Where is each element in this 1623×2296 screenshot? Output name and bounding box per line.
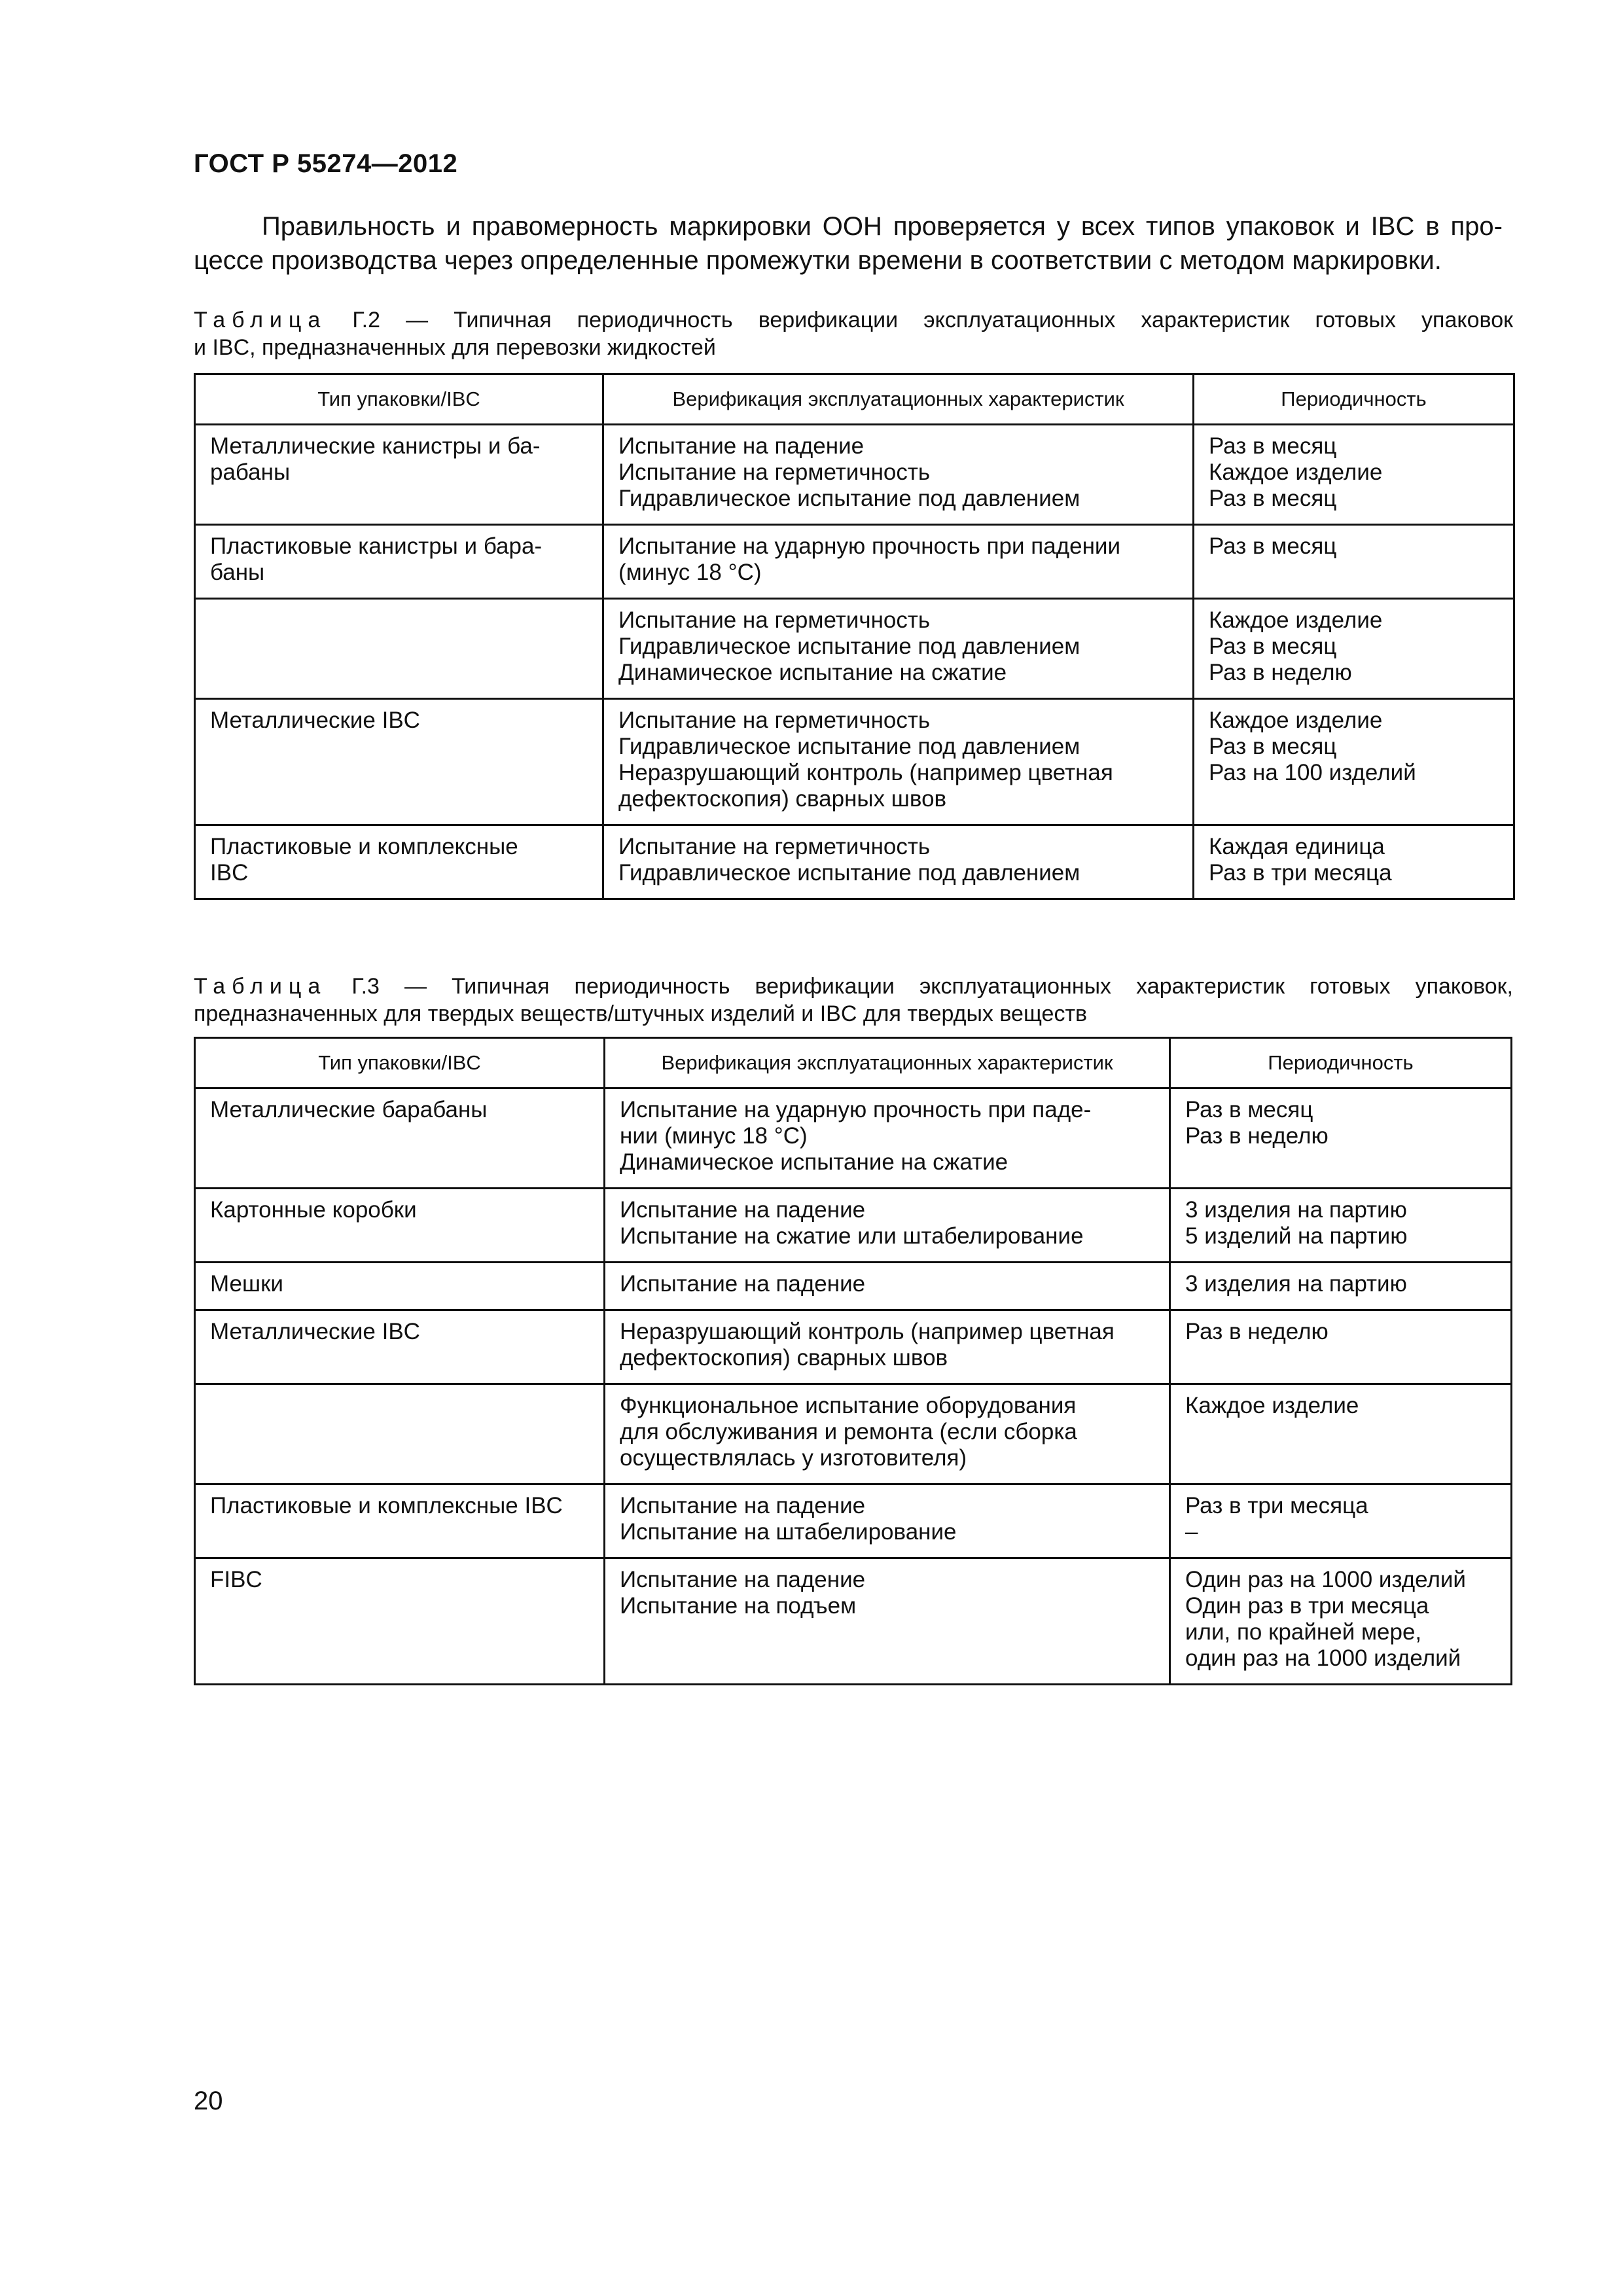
- periodicity-cell: [1170, 1263, 1512, 1310]
- cell-text-line: Раз в месяц: [1209, 486, 1337, 511]
- cell-text-line: Гидравлическое испытание под давлением: [618, 486, 1080, 511]
- package-type-cell: [195, 1384, 605, 1484]
- verification-cell: [605, 1263, 1170, 1310]
- cell-text-line: FIBC: [210, 1567, 262, 1592]
- table3-caption: [194, 973, 1513, 1028]
- cell-text-line: Испытание на ударную прочность при падении: [618, 533, 1121, 559]
- column-header-periodicity: Периодичность: [1194, 374, 1514, 425]
- periodicity-cell: [1194, 525, 1514, 599]
- cell-text-line: Испытание на падение: [620, 1493, 866, 1518]
- cell-text-line: Раз в неделю: [1209, 660, 1352, 685]
- intro-paragraph: [194, 209, 1503, 278]
- column-header-type: Тип упаковки/IBC: [195, 374, 603, 425]
- cell-text-line: дефектоскопия) сварных швов: [620, 1345, 948, 1371]
- cell-text-line: Динамическое испытание на сжатие: [620, 1149, 1008, 1175]
- package-type-cell: [195, 1088, 605, 1189]
- cell-text-line: Раз в три месяца: [1185, 1493, 1368, 1518]
- verification-cell: [605, 1484, 1170, 1558]
- verification-cell: [605, 1310, 1170, 1384]
- verification-cell: [603, 525, 1194, 599]
- cell-text-line: 3 изделия на партию: [1185, 1197, 1407, 1223]
- periodicity-cell: [1170, 1088, 1512, 1189]
- table2-caption: [194, 306, 1513, 361]
- cell-text-line: Пластиковые канистры и бара-: [210, 533, 543, 559]
- package-type-cell: [195, 825, 603, 899]
- cell-text-line: Раз на 100 изделий: [1209, 760, 1416, 785]
- cell-text-line: Один раз на 1000 изделий: [1185, 1567, 1466, 1592]
- cell-text-line: Гидравлическое испытание под давлением: [618, 860, 1080, 886]
- verification-cell: [605, 1558, 1170, 1685]
- cell-text-line: для обслуживания и ремонта (если сборка: [620, 1419, 1077, 1444]
- cell-text-line: Испытание на герметичность: [618, 834, 931, 859]
- cell-text-line: Гидравлическое испытание под давлением: [618, 734, 1080, 759]
- cell-text-line: Раз в неделю: [1185, 1123, 1329, 1149]
- table-row: [195, 525, 1514, 599]
- table3-caption-line2: предназначенных для твердых веществ/штучных изделий и IBC для твердых веществ: [194, 1001, 1088, 1026]
- periodicity-cell: [1194, 599, 1514, 699]
- table2: [194, 373, 1515, 900]
- cell-text-line: IBC: [210, 860, 249, 886]
- cell-text-line: Неразрушающий контроль (например цветная: [618, 760, 1113, 785]
- cell-text-line: Металлические барабаны: [210, 1097, 488, 1122]
- periodicity-cell: [1194, 699, 1514, 825]
- cell-text-line: Испытание на сжатие или штабелирование: [620, 1223, 1084, 1249]
- cell-text-line: Испытание на падение: [620, 1271, 866, 1297]
- cell-text-line: Испытание на герметичность: [618, 607, 931, 633]
- cell-text-line: дефектоскопия) сварных швов: [618, 786, 947, 812]
- document-header: ГОСТ Р 55274—2012: [194, 149, 458, 178]
- package-type-cell: [195, 1558, 605, 1685]
- verification-cell: [603, 599, 1194, 699]
- table2-caption-text: Г.2 — Типичная периодичность верификации эксплуатационных характеристик готовых упаковок: [327, 308, 1513, 332]
- cell-text-line: Металлические IBC: [210, 1319, 420, 1344]
- cell-text-line: Каждая единица: [1209, 834, 1385, 859]
- cell-text-line: (минус 18 °С): [618, 560, 762, 585]
- cell-text-line: баны: [210, 560, 265, 585]
- table-row: [195, 1263, 1512, 1310]
- column-header-type: Тип упаковки/IBC: [195, 1038, 605, 1088]
- table-row: [195, 1384, 1512, 1484]
- table-row: [195, 825, 1514, 899]
- table2-caption-word: Таблица: [194, 308, 327, 332]
- package-type-cell: [195, 599, 603, 699]
- table-row: [195, 1088, 1512, 1189]
- cell-text-line: Испытание на герметичность: [618, 459, 931, 485]
- periodicity-cell: [1170, 1384, 1512, 1484]
- table-row: [195, 1310, 1512, 1384]
- verification-cell: [605, 1189, 1170, 1263]
- cell-text-line: осуществлялась у изготовителя): [620, 1445, 967, 1471]
- cell-text-line: Раз в месяц: [1209, 533, 1337, 559]
- cell-text-line: 5 изделий на партию: [1185, 1223, 1408, 1249]
- package-type-cell: [195, 425, 603, 525]
- cell-text-line: Один раз в три месяца: [1185, 1593, 1429, 1619]
- cell-text-line: Пластиковые и комплексные IBC: [210, 1493, 563, 1518]
- periodicity-cell: [1194, 825, 1514, 899]
- cell-text-line: Раз в неделю: [1185, 1319, 1329, 1344]
- cell-text-line: Каждое изделие: [1185, 1393, 1359, 1418]
- table-row: [195, 1558, 1512, 1685]
- column-header-verification: Верификация эксплуатационных характеристик: [605, 1038, 1170, 1088]
- package-type-cell: [195, 1310, 605, 1384]
- verification-cell: [605, 1384, 1170, 1484]
- cell-text-line: Картонные коробки: [210, 1197, 417, 1223]
- verification-cell: [603, 825, 1194, 899]
- table2-caption-line2: и IBC, предназначенных для перевозки жидкостей: [194, 335, 716, 360]
- page-number: 20: [194, 2087, 223, 2115]
- cell-text-line: Каждое изделие: [1209, 459, 1383, 485]
- table3: [194, 1037, 1512, 1685]
- cell-text-line: Раз в месяц: [1209, 634, 1337, 659]
- package-type-cell: [195, 525, 603, 599]
- table-row: [195, 1189, 1512, 1263]
- cell-text-line: Раз в месяц: [1209, 433, 1337, 459]
- intro-line: цессе производства через определенные промежутки времени в соответствии с методом маркировки.: [194, 246, 1442, 275]
- cell-text-line: Раз в месяц: [1185, 1097, 1313, 1122]
- cell-text-line: Функциональное испытание оборудования: [620, 1393, 1077, 1418]
- package-type-cell: [195, 1263, 605, 1310]
- cell-text-line: Испытание на подъем: [620, 1593, 857, 1619]
- cell-text-line: –: [1185, 1519, 1198, 1545]
- cell-text-line: Металлические канистры и ба-: [210, 433, 541, 459]
- cell-text-line: Испытание на герметичность: [618, 708, 931, 733]
- cell-text-line: один раз на 1000 изделий: [1185, 1645, 1461, 1671]
- cell-text-line: Каждое изделие: [1209, 708, 1383, 733]
- package-type-cell: [195, 699, 603, 825]
- periodicity-cell: [1194, 425, 1514, 525]
- table-header-row: [195, 374, 1514, 425]
- cell-text-line: Мешки: [210, 1271, 283, 1297]
- cell-text-line: нии (минус 18 °С): [620, 1123, 808, 1149]
- cell-text-line: Раз в месяц: [1209, 734, 1337, 759]
- cell-text-line: Испытание на падение: [620, 1197, 866, 1223]
- column-header-periodicity: Периодичность: [1170, 1038, 1512, 1088]
- cell-text-line: Раз в три месяца: [1209, 860, 1392, 886]
- column-header-verification: Верификация эксплуатационных характеристик: [603, 374, 1194, 425]
- periodicity-cell: [1170, 1558, 1512, 1685]
- table-row: [195, 1484, 1512, 1558]
- table-row: [195, 599, 1514, 699]
- cell-text-line: Каждое изделие: [1209, 607, 1383, 633]
- cell-text-line: Динамическое испытание на сжатие: [618, 660, 1007, 685]
- package-type-cell: [195, 1484, 605, 1558]
- table-row: [195, 425, 1514, 525]
- cell-text-line: или, по крайней мере,: [1185, 1619, 1422, 1645]
- verification-cell: [603, 425, 1194, 525]
- cell-text-line: Пластиковые и комплексные: [210, 834, 518, 859]
- periodicity-cell: [1170, 1310, 1512, 1384]
- cell-text-line: Испытание на падение: [618, 433, 865, 459]
- table-row: [195, 699, 1514, 825]
- table-header-row: [195, 1038, 1512, 1088]
- cell-text-line: 3 изделия на партию: [1185, 1271, 1407, 1297]
- verification-cell: [603, 699, 1194, 825]
- periodicity-cell: [1170, 1189, 1512, 1263]
- cell-text-line: Испытание на ударную прочность при паде-: [620, 1097, 1092, 1122]
- package-type-cell: [195, 1189, 605, 1263]
- cell-text-line: Испытание на штабелирование: [620, 1519, 957, 1545]
- cell-text-line: рабаны: [210, 459, 291, 485]
- intro-line: Правильность и правомерность маркировки ООН проверяется у всех типов упаковок и IBC в про-: [262, 212, 1503, 241]
- cell-text-line: Неразрушающий контроль (например цветная: [620, 1319, 1115, 1344]
- cell-text-line: Испытание на падение: [620, 1567, 866, 1592]
- cell-text-line: Гидравлическое испытание под давлением: [618, 634, 1080, 659]
- table3-caption-word: Таблица: [194, 974, 327, 999]
- table3-caption-text: Г.3 — Типичная периодичность верификации эксплуатационных характеристик готовых упаковок,: [327, 974, 1513, 999]
- periodicity-cell: [1170, 1484, 1512, 1558]
- cell-text-line: Металлические IBC: [210, 708, 420, 733]
- verification-cell: [605, 1088, 1170, 1189]
